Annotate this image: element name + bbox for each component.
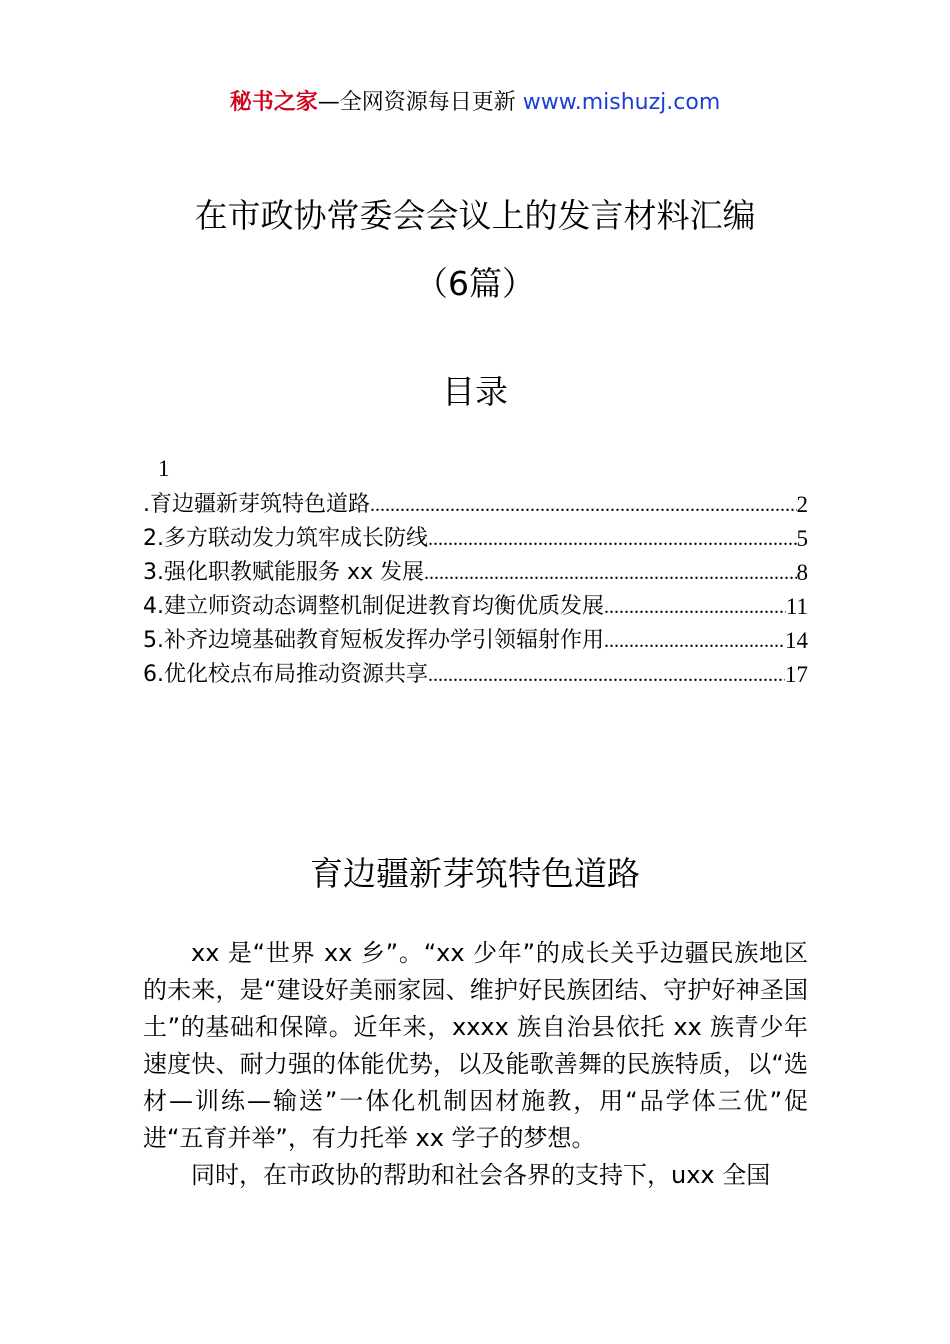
toc-item[interactable] — [143, 488, 808, 522]
banner-slogan: —全网资源每日更新 — [317, 90, 523, 115]
document-title: 在市政协常委会会议上的发言材料汇编 — [194, 196, 756, 235]
toc-heading: 目录 — [442, 372, 508, 411]
toc-leader — [428, 658, 785, 692]
toc-leader — [604, 590, 786, 624]
toc-leader — [370, 488, 797, 522]
toc-item[interactable] — [143, 624, 808, 658]
toc-item[interactable] — [143, 556, 808, 590]
brand-name: 秘书之家 — [229, 90, 318, 115]
site-url-link[interactable]: www.mishuzj.com — [522, 90, 721, 115]
body-paragraph: 同时，在市政协的帮助和社会各界的支持下，uxx 全国 — [191, 1161, 771, 1189]
toc-item-title: .育边疆新芽筑特色道路 — [143, 492, 370, 517]
toc-item-title: 6.优化校点布局推动资源共享 — [143, 662, 428, 687]
section-body — [143, 935, 808, 1194]
toc-leader — [604, 624, 785, 658]
toc-item[interactable] — [143, 522, 808, 556]
toc-item-page: 14 — [785, 628, 808, 653]
section-title: 育边疆新芽筑特色道路 — [310, 854, 640, 893]
toc-first-number: 1 — [158, 456, 170, 481]
toc-item[interactable] — [143, 658, 808, 692]
toc-item-title: 3.强化职教赋能服务 xx 发展 — [143, 560, 425, 585]
toc-item-title: 5.补齐边境基础教育短板发挥办学引领辐射作用 — [143, 628, 604, 653]
toc-item-title: 2.多方联动发力筑牢成长防线 — [143, 526, 428, 551]
toc-item-page: 17 — [785, 662, 808, 687]
toc-item-page: 11 — [785, 594, 808, 619]
toc-item-page: 5 — [796, 526, 808, 551]
header-banner — [0, 88, 950, 118]
toc-item-page: 2 — [796, 492, 808, 517]
document-subtitle: （6篇） — [415, 264, 535, 303]
table-of-contents — [143, 488, 808, 692]
toc-item-title: 4.建立师资动态调整机制促进教育均衡优质发展 — [143, 594, 604, 619]
toc-item-page: 8 — [796, 560, 808, 585]
toc-leader — [428, 522, 797, 556]
toc-leader — [424, 556, 796, 590]
body-paragraph: xx 是“世界 xx 乡”。“xx 少年”的成长关乎边疆民族地区的未来，是“建设好美丽家园、维护好民族团结、守护好神圣国土”的基础和保障。近年来，xxxx 族自治县依托 xx 族青少年速度快、耐力强的体能优势，以及能歌善舞的民族特质，以“选材—训练—输送”一体化机制因材施教，用“品学体三优”促进“五育并举”，有力托举 xx 学子的梦想。 — [143, 939, 808, 1152]
toc-item[interactable] — [143, 590, 808, 624]
